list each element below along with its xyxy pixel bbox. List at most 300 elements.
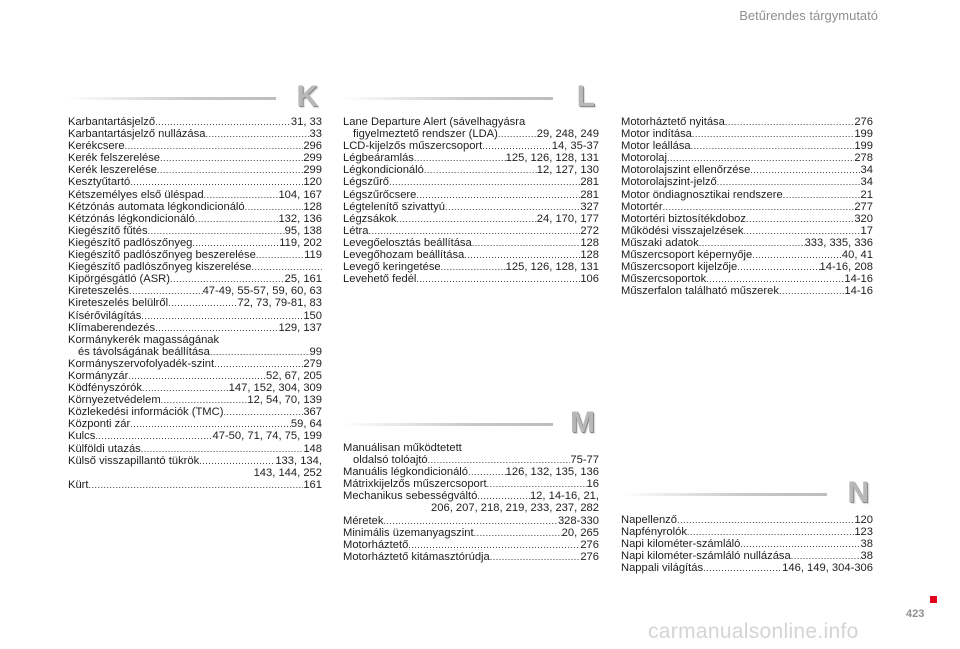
index-entry	[68, 189, 322, 201]
index-entry	[68, 370, 322, 382]
index-entry-pages: 72, 73, 79-81, 83	[237, 297, 322, 310]
index-entry-term: Kiegészítő padlószőnyeg kiszerelése	[68, 261, 252, 274]
dot-leader	[256, 249, 304, 261]
index-entry	[621, 140, 873, 152]
index-entry-term: Légbeáramlás	[343, 152, 414, 165]
index-entry	[343, 213, 599, 225]
index-entry-pages: 119	[304, 249, 322, 262]
index-entry	[68, 310, 322, 322]
dot-leader	[706, 273, 844, 285]
index-entry-term: Kerékcsere	[68, 140, 125, 153]
index-entry	[621, 285, 873, 297]
index-entry-pages: 123	[854, 526, 873, 539]
index-entry	[621, 526, 873, 538]
dot-leader	[725, 116, 854, 128]
index-entry-term: Napi kilométer-számláló nullázása	[621, 550, 791, 563]
index-entry-pages: 148	[303, 442, 322, 455]
dot-leader	[155, 322, 278, 334]
index-entry-term: Műszercsoportok	[621, 273, 707, 286]
index-entry-term: Kürt	[68, 478, 89, 491]
dot-leader	[468, 466, 506, 478]
index-entry-pages: 120	[854, 514, 873, 526]
index-entry	[621, 152, 873, 164]
index-entry	[621, 225, 873, 237]
index-entry-term: Motorolajszint ellenőrzése	[621, 164, 751, 177]
index-entry	[343, 442, 599, 466]
index-entry-pages: 38	[860, 550, 873, 563]
dot-leader	[703, 562, 782, 574]
dot-leader	[474, 527, 562, 539]
section-rule	[68, 97, 276, 100]
watermark: carmanualsonline.info	[648, 620, 859, 643]
index-entry	[68, 297, 322, 309]
index-entry-pages: 199	[854, 128, 873, 141]
index-entry	[343, 515, 599, 527]
index-entry-pages: 104, 167	[278, 188, 322, 201]
index-entry-pages: 20, 265	[561, 526, 599, 539]
dot-leader	[677, 514, 854, 526]
dot-leader	[251, 261, 322, 273]
index-entry-term: Kulcs	[68, 430, 96, 443]
index-entry-term: Kétzónás automata légkondicionáló	[68, 200, 245, 213]
index-entry-term: Légszűrőcsere	[343, 188, 417, 201]
index-entry	[621, 176, 873, 188]
index-entry-term: Kormányszervofolyadék-szint	[68, 357, 215, 370]
index-entry	[621, 189, 873, 201]
index-entry-pages: 132, 136	[278, 212, 322, 225]
index-entry	[343, 527, 599, 539]
index-entry-term: Levegő keringetése	[343, 261, 441, 274]
index-entry-term: Külső visszapillantó tükrök	[68, 454, 200, 467]
dot-leader	[170, 273, 285, 285]
index-entry	[68, 164, 322, 176]
index-entry-term: Kétzónás légkondicionáló	[68, 212, 195, 225]
index-entry-pages-continued: 143, 144, 252	[253, 466, 322, 479]
index-entry	[68, 140, 322, 152]
index-entry-term: Motor öndiagnosztikai rendszere	[621, 188, 783, 201]
index-entry-term: Nappali világítás	[621, 562, 704, 575]
index-entry-pages: 125, 126, 128, 131	[505, 152, 599, 165]
dot-leader	[205, 128, 309, 140]
index-entry-pages: 328-330	[557, 514, 599, 527]
dot-leader	[424, 164, 537, 176]
index-entry-term: Kipörgésgátló (ASR)	[68, 273, 170, 286]
index-entry-pages: 31, 33	[290, 116, 322, 128]
section-header-n	[621, 478, 873, 508]
dot-leader	[210, 346, 310, 358]
dot-leader	[369, 225, 581, 237]
dot-leader	[472, 237, 581, 249]
index-entry-pages: 25, 161	[284, 273, 322, 286]
index-entry	[621, 249, 873, 261]
index-entry-pages: 277	[854, 200, 873, 213]
index-entry-pages: 14-16	[844, 285, 873, 298]
index-entry-pages: 106	[580, 273, 599, 286]
dot-leader	[245, 201, 304, 213]
index-list-m	[343, 442, 599, 563]
dot-leader	[691, 140, 855, 152]
index-entry-term: Napellenző	[621, 514, 677, 526]
index-entry-term: Karbantartásjelző	[68, 116, 156, 128]
index-entry-term: Motortéri biztosítékdoboz	[621, 212, 746, 225]
dot-leader	[168, 297, 237, 309]
dot-leader	[744, 225, 861, 237]
section-header-k	[68, 82, 322, 112]
dot-leader	[130, 176, 303, 188]
index-entry-pages-continued: 206, 207, 218, 219, 233, 237, 282	[431, 502, 599, 515]
dot-leader	[464, 249, 580, 261]
dot-leader	[397, 213, 537, 225]
index-entry-term: Motorháztető nyitása	[621, 116, 725, 128]
index-entry	[68, 479, 322, 491]
index-entry	[68, 261, 322, 273]
dot-leader	[389, 176, 580, 188]
index-entry-term: Központi zár	[68, 418, 131, 431]
index-entry	[68, 152, 322, 164]
index-entry-term: Mechanikus sebességváltó	[343, 490, 478, 503]
index-entry	[68, 273, 322, 285]
index-entry-pages: 146, 149, 304-306	[782, 562, 873, 575]
index-entry-pages: 126, 132, 135, 136	[505, 466, 599, 479]
dot-leader	[155, 116, 291, 128]
index-entry-term-continued: figyelmeztető rendszer (LDA)	[353, 128, 498, 141]
index-entry-term: Kiegészítő padlószőnyeg	[68, 236, 193, 249]
index-entry-term: Motorháztető kitámasztórúdja	[343, 550, 490, 563]
index-entry	[343, 273, 599, 285]
index-entry-term: Légszűrő	[343, 176, 390, 189]
dot-leader	[692, 128, 854, 140]
index-entry-pages: 296	[303, 140, 322, 153]
dot-leader	[414, 152, 506, 164]
dot-leader	[699, 237, 805, 249]
index-entry-term: Kétszemélyes első üléspad	[68, 188, 204, 201]
dot-leader	[192, 237, 279, 249]
index-entry	[343, 140, 599, 152]
index-entry	[68, 213, 322, 225]
dot-leader	[746, 213, 854, 225]
index-entry	[343, 237, 599, 249]
index-entry-pages: 281	[580, 188, 599, 201]
index-entry-term: Műszaki adatok	[621, 236, 699, 249]
dot-leader	[95, 430, 212, 442]
index-list-m-continued	[621, 116, 873, 297]
dot-leader	[199, 455, 275, 467]
dot-leader	[416, 189, 580, 201]
dot-leader	[408, 539, 580, 551]
index-entry-term: Kerék leszerelése	[68, 164, 157, 177]
dot-leader	[477, 490, 530, 502]
dot-leader	[687, 526, 854, 538]
index-entry-pages: 299	[303, 164, 322, 177]
index-entry	[68, 406, 322, 418]
index-entry-pages: 14-16	[844, 273, 873, 286]
index-entry-pages: 129, 137	[278, 321, 322, 334]
index-entry	[343, 466, 599, 478]
dot-leader	[791, 550, 861, 562]
index-entry-term: Környezetvédelem	[68, 394, 161, 407]
index-entry	[68, 382, 322, 394]
index-list-l	[343, 116, 599, 285]
index-entry	[68, 430, 322, 442]
index-entry-pages: 99	[309, 345, 322, 358]
index-entry	[621, 538, 873, 550]
index-entry-pages: 40, 41	[841, 249, 873, 262]
index-entry-pages: 34	[860, 164, 873, 177]
dot-leader	[416, 273, 580, 285]
index-entry-pages: 128	[303, 200, 322, 213]
index-entry	[68, 418, 322, 430]
index-entry-term: Karbantartásjelző nullázása	[68, 128, 206, 141]
index-entry	[621, 201, 873, 213]
section-header-l	[343, 82, 599, 112]
index-entry	[621, 562, 873, 574]
index-entry-term: Kormánykerék magasságának	[68, 333, 220, 346]
index-entry	[621, 273, 873, 285]
index-entry-pages: 278	[854, 152, 873, 165]
index-entry-pages: 272	[580, 224, 599, 237]
index-entry-pages: 161	[303, 478, 322, 491]
dot-leader	[383, 515, 558, 527]
index-entry-term: Kireteszelés belülről	[68, 297, 169, 310]
dot-leader	[214, 358, 303, 370]
index-entry	[68, 443, 322, 455]
index-entry	[68, 237, 322, 249]
index-entry-pages: 128	[580, 249, 599, 262]
index-entry-term: Motorolajszint-jelző	[621, 176, 717, 189]
dot-leader	[667, 152, 854, 164]
dot-leader	[223, 406, 303, 418]
index-entry-pages: 333, 335, 336	[804, 236, 873, 249]
dot-leader	[441, 261, 506, 273]
dot-leader	[487, 478, 587, 490]
index-entry-pages: 16	[586, 478, 599, 491]
index-entry-term: Légtelenítő szivattyú	[343, 200, 445, 213]
section-letter: L	[576, 80, 595, 113]
dot-leader	[161, 394, 248, 406]
index-list-k	[68, 116, 322, 491]
index-entry	[621, 128, 873, 140]
dot-leader	[737, 261, 819, 273]
index-entry	[343, 249, 599, 261]
index-entry-pages: 47-49, 55-57, 59, 60, 63	[202, 285, 322, 298]
index-entry-term: Kiegészítő fűtés	[68, 224, 148, 237]
section-letter: M	[570, 406, 595, 439]
index-entry-term: Mátrixkijelzős műszercsoport	[343, 478, 487, 491]
dot-leader	[148, 225, 285, 237]
index-entry-pages: 34	[860, 176, 873, 189]
index-entry-term: Ködfényszórók	[68, 382, 143, 395]
index-entry	[621, 237, 873, 249]
index-entry-pages: 128	[580, 236, 599, 249]
dot-leader	[752, 249, 842, 261]
dot-leader	[141, 310, 303, 322]
index-entry-term: Légkondicionáló	[343, 164, 424, 177]
index-entry-pages: 367	[303, 406, 322, 419]
index-entry	[68, 249, 322, 261]
index-entry	[343, 152, 599, 164]
index-entry	[343, 539, 599, 551]
index-entry-pages: 276	[580, 550, 599, 563]
dot-leader	[445, 201, 580, 213]
index-entry-pages: 12, 14-16, 21,	[529, 490, 599, 503]
dot-leader	[141, 443, 304, 455]
index-entry-pages: 12, 127, 130	[536, 164, 599, 177]
index-entry-term: Napfényrolók	[621, 526, 687, 539]
index-entry	[68, 285, 322, 297]
index-entry-pages: 299	[303, 152, 322, 165]
index-entry-pages: 52, 67, 205	[266, 369, 322, 382]
index-entry-term: Minimális üzemanyagszint	[343, 526, 474, 539]
index-entry-term: Méretek	[343, 514, 384, 527]
index-entry	[68, 322, 322, 334]
index-entry-term: Műszerfalon található műszerek	[621, 285, 779, 298]
index-entry-pages: 95, 138	[284, 224, 322, 237]
index-entry-term: Napi kilométer-számláló	[621, 538, 741, 551]
index-entry-pages: 47-50, 71, 74, 75, 199	[212, 430, 322, 443]
index-entry	[343, 261, 599, 273]
dot-leader	[204, 189, 279, 201]
index-entry-pages: 119, 202	[279, 236, 322, 249]
index-entry-pages: 279	[303, 357, 322, 370]
index-entry-term: Létra	[343, 224, 369, 237]
index-entry	[68, 455, 322, 479]
index-entry	[343, 189, 599, 201]
section-header-m	[343, 408, 599, 438]
index-entry	[621, 116, 873, 128]
index-entry-term: Közlekedési információk (TMC)	[68, 406, 224, 419]
index-entry-term: Légzsákok	[343, 212, 397, 225]
section-rule	[621, 493, 827, 496]
index-entry	[343, 116, 599, 140]
index-entry-term: Kormányzár	[68, 369, 129, 382]
index-entry-pages: 120	[303, 176, 322, 189]
index-entry	[68, 394, 322, 406]
index-entry-term-continued: oldalsó tolóajtó	[353, 454, 428, 467]
dot-leader	[717, 176, 861, 188]
dot-leader	[740, 538, 860, 550]
section-letter: N	[847, 476, 869, 509]
section-rule	[343, 97, 553, 100]
index-entry-term: Levehető fedél	[343, 273, 417, 286]
index-entry-pages: 150	[303, 309, 322, 322]
index-entry-term: Kiegészítő padlószőnyeg beszerelése	[68, 249, 256, 262]
dot-leader	[663, 201, 855, 213]
index-entry-term: Kísérővilágítás	[68, 309, 142, 322]
index-entry-pages: 17	[860, 224, 873, 237]
index-entry	[343, 490, 599, 514]
index-entry-term: Motorolaj	[621, 152, 668, 165]
dot-leader	[130, 418, 291, 430]
index-entry-term: Levegőhozam beállítása	[343, 249, 465, 262]
dot-leader	[128, 370, 266, 382]
dot-leader	[428, 454, 571, 466]
index-entry-pages: 21	[860, 188, 873, 201]
index-entry-pages: 12, 54, 70, 139	[247, 394, 322, 407]
index-entry	[68, 334, 322, 358]
index-entry-term: Működési visszajelzések	[621, 224, 744, 237]
index-entry-pages: 281	[580, 176, 599, 189]
index-entry-pages: 38	[860, 538, 873, 551]
index-entry-term: Kireteszelés	[68, 285, 129, 298]
index-entry-pages: 29, 248, 249	[536, 128, 599, 141]
dot-leader	[779, 285, 844, 297]
index-entry	[343, 478, 599, 490]
index-entry-pages: 125, 126, 128, 131	[505, 261, 599, 274]
index-entry	[621, 514, 873, 526]
index-entry	[343, 225, 599, 237]
index-entry-pages: 276	[580, 538, 599, 551]
index-list-n	[621, 514, 873, 574]
index-entry	[68, 201, 322, 213]
index-entry-term: Műszercsoport képernyője	[621, 249, 753, 262]
index-entry	[343, 164, 599, 176]
index-entry-term: Motor leállása	[621, 140, 691, 153]
dot-leader	[482, 140, 551, 152]
index-entry-pages: 14-16, 208	[819, 261, 873, 274]
page-number: 423	[906, 608, 925, 620]
index-entry-pages: 147, 152, 304, 309	[228, 382, 322, 395]
index-entry-term: Motorháztető	[343, 538, 409, 551]
page-header-title: Betűrendes tárgymutató	[739, 8, 878, 23]
index-entry-term: Külföldi utazás	[68, 442, 141, 455]
index-entry-pages: 199	[854, 140, 873, 153]
dot-leader	[498, 128, 537, 140]
dot-leader	[157, 164, 303, 176]
index-entry-pages: 276	[854, 116, 873, 128]
index-entry-term: Manuálisan működtetett	[343, 442, 462, 454]
dot-leader	[750, 164, 860, 176]
index-entry-term: Kerék felszerelése	[68, 152, 161, 165]
page-accent-mark	[930, 596, 937, 603]
index-entry	[343, 176, 599, 188]
index-entry-term: Lane Departure Alert (sávelhagyásra	[343, 116, 526, 128]
index-entry	[68, 358, 322, 370]
index-entry	[621, 550, 873, 562]
index-entry	[621, 261, 873, 273]
index-entry-pages: 75-77	[570, 454, 599, 467]
index-entry-term-continued: és távolságának beállítása	[78, 345, 210, 358]
index-entry	[68, 128, 322, 140]
index-entry	[68, 225, 322, 237]
index-entry-term: Kesztyűtartó	[68, 176, 131, 189]
index-entry-pages: 33	[309, 128, 322, 141]
dot-leader	[125, 140, 304, 152]
index-entry	[343, 201, 599, 213]
index-entry-pages: 327	[580, 200, 599, 213]
section-rule	[343, 423, 553, 426]
index-entry-term: Motor indítása	[621, 128, 692, 141]
index-entry	[68, 116, 322, 128]
index-entry	[621, 213, 873, 225]
index-entry-term: Levegőelosztás beállítása	[343, 236, 472, 249]
index-entry-pages: 24, 170, 177	[536, 212, 599, 225]
index-entry-pages: 320	[854, 212, 873, 225]
index-entry-term: LCD-kijelzős műszercsoport	[343, 140, 483, 153]
dot-leader	[490, 551, 581, 563]
index-entry-term: Motortér	[621, 200, 663, 213]
index-entry	[621, 164, 873, 176]
dot-leader	[195, 213, 279, 225]
dot-leader	[129, 285, 203, 297]
dot-leader	[142, 382, 229, 394]
index-entry-pages: 14, 35-37	[551, 140, 599, 153]
index-entry	[68, 176, 322, 188]
index-entry-pages: 133, 134,	[275, 454, 322, 467]
dot-leader	[783, 189, 861, 201]
section-letter: K	[296, 80, 318, 113]
dot-leader	[89, 479, 304, 491]
index-entry	[343, 551, 599, 563]
